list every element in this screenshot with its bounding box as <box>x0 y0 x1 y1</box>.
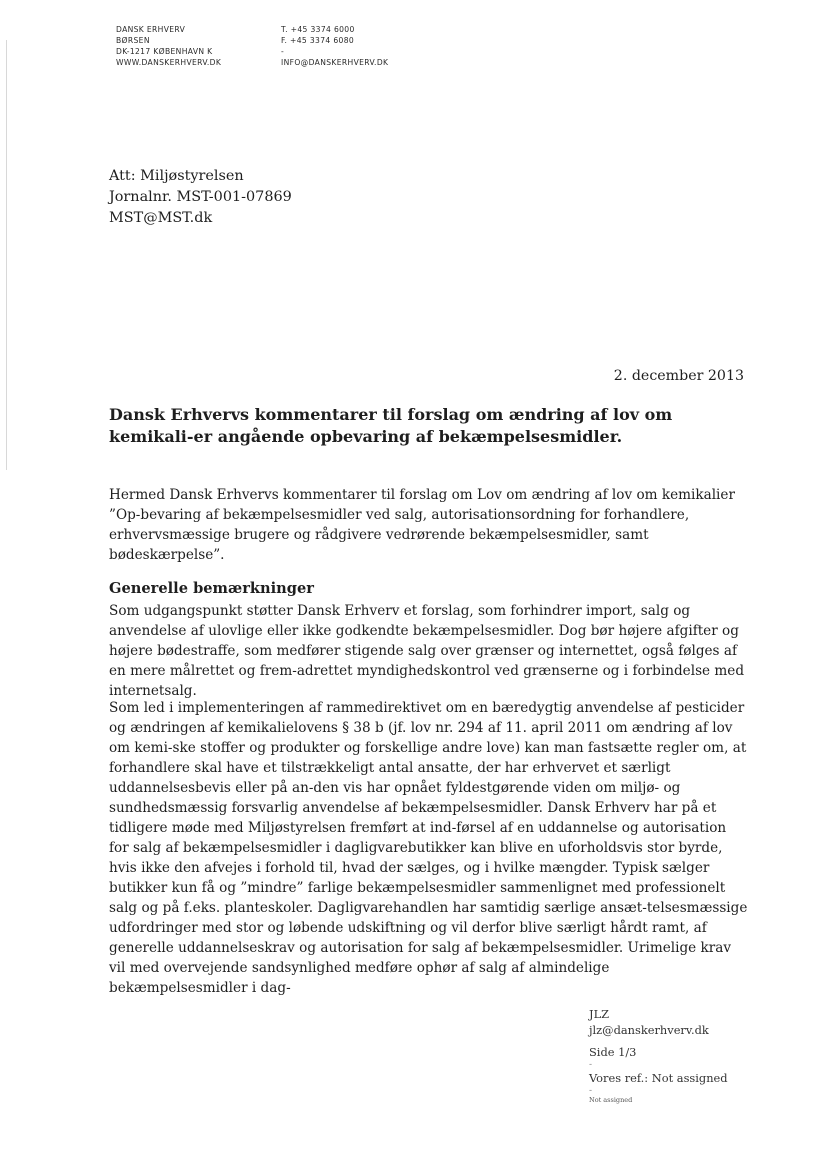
phone-number: T. +45 3374 6000 <box>281 25 355 34</box>
reference-small: Not assigned <box>589 1096 633 1104</box>
page-edge-line <box>6 40 7 470</box>
recipient-block <box>109 166 292 229</box>
letter-date: 2. december 2013 <box>613 368 744 384</box>
letterhead-address <box>116 24 221 68</box>
footer-separator-1: - <box>589 1060 593 1070</box>
recipient-journal: Jornalnr. MST-001-07869 <box>109 189 292 205</box>
body-paragraph-2: Som led i implementeringen af rammedirektivet om en bæredygtig anvendelse af pesticider og ændringen af kemikalielovens § 38 b (jf. lov nr. 294 af 11. april 2011 om ændring af lov om kemi-ske stoffer og produkter og forskellige andre love) kan man fastsætte regler om, at forhandlere skal have et tilstrækkeligt antal ansatte, der har erhvervet et særligt uddannelsesbevis eller på an-den vis har opnået fyldestgørende viden om miljø- og sundhedsmæssig forsvarlig anvendelse af bekæmpelsesmidler. Dansk Erhverv har på et tidligere møde med Miljøstyrelsen fremført at ind-førsel af en uddannelse og autorisation for salg af bekæmpelsesmidler i dagligvarebutikker kan blive en uforholdsvis stor byrde, hvis ikke den afvejes i forhold til, hvad der sælges, og i hvilke mængder. Typisk sælger butikker kun få og ”mindre” farlige bekæmpelsesmidler sammenlignet med professionelt salg og på f.eks. planteskoler. Dagligvarehandlen har samtidig særlige ansæt-telsesmæssige udfordringer med stor og løbende udskiftning og vil derfor blive særligt hårdt ramt, af generelle uddannelseskrav og autorisation for salg af bekæmpelsesmidler. Urimelige krav vil med overvejende sandsynlighed medføre ophør af salg af almindelige bekæmpelsesmidler i dag- <box>109 700 748 996</box>
document-title: Dansk Erhvervs kommentarer til forslag om ændring af lov om kemikali-er angående opbevaring af bekæmpelsesmidler. <box>109 405 673 446</box>
footer-separator-2: - <box>589 1086 593 1096</box>
contact-separator: - <box>281 47 285 56</box>
section-heading: Generelle bemærkninger <box>109 580 314 597</box>
postal-address: DK-1217 KØBENHAVN K <box>116 47 213 56</box>
recipient-email: MST@MST.dk <box>109 210 213 226</box>
contact-email-link[interactable]: INFO@DANSKERHVERV.DK <box>281 58 389 67</box>
building-name: BØRSEN <box>116 36 150 45</box>
company-name: DANSK ERHVERV <box>116 25 186 34</box>
letterhead-contact <box>281 24 388 68</box>
page-number: Side 1/3 <box>589 1045 637 1059</box>
fax-number: F. +45 3374 6080 <box>281 36 355 45</box>
intro-paragraph: Hermed Dansk Erhvervs kommentarer til forslag om Lov om ændring af lov om kemikalier ”Op-bevaring af bekæmpelsesmidler ved salg, autorisationsordning for forhandlere, erhvervsmæssige brugere og rådgivere vedrørende bekæmpelsesmidler, samt bødeskærpelse”. <box>109 487 735 563</box>
our-reference: Vores ref.: Not assigned <box>589 1071 728 1085</box>
author-email: jlz@danskerhverv.dk <box>589 1023 709 1037</box>
website-link[interactable]: WWW.DANSKERHVERV.DK <box>116 58 222 67</box>
page-footer <box>589 1006 728 1105</box>
author-initials: JLZ <box>589 1007 610 1021</box>
recipient-att: Att: Miljøstyrelsen <box>109 168 244 184</box>
body-paragraph-1: Som udgangspunkt støtter Dansk Erhverv et forslag, som forhindrer import, salg og anvendelse af ulovlige eller ikke godkendte bekæmpelsesmidler. Dog bør højere afgifter og højere bødestraffe, som medfører stigende salg over grænser og internettet, også følges af en mere målrettet og frem-adrettet myndighedskontrol ved grænserne og i forbindelse med internetsalg. <box>109 603 745 699</box>
